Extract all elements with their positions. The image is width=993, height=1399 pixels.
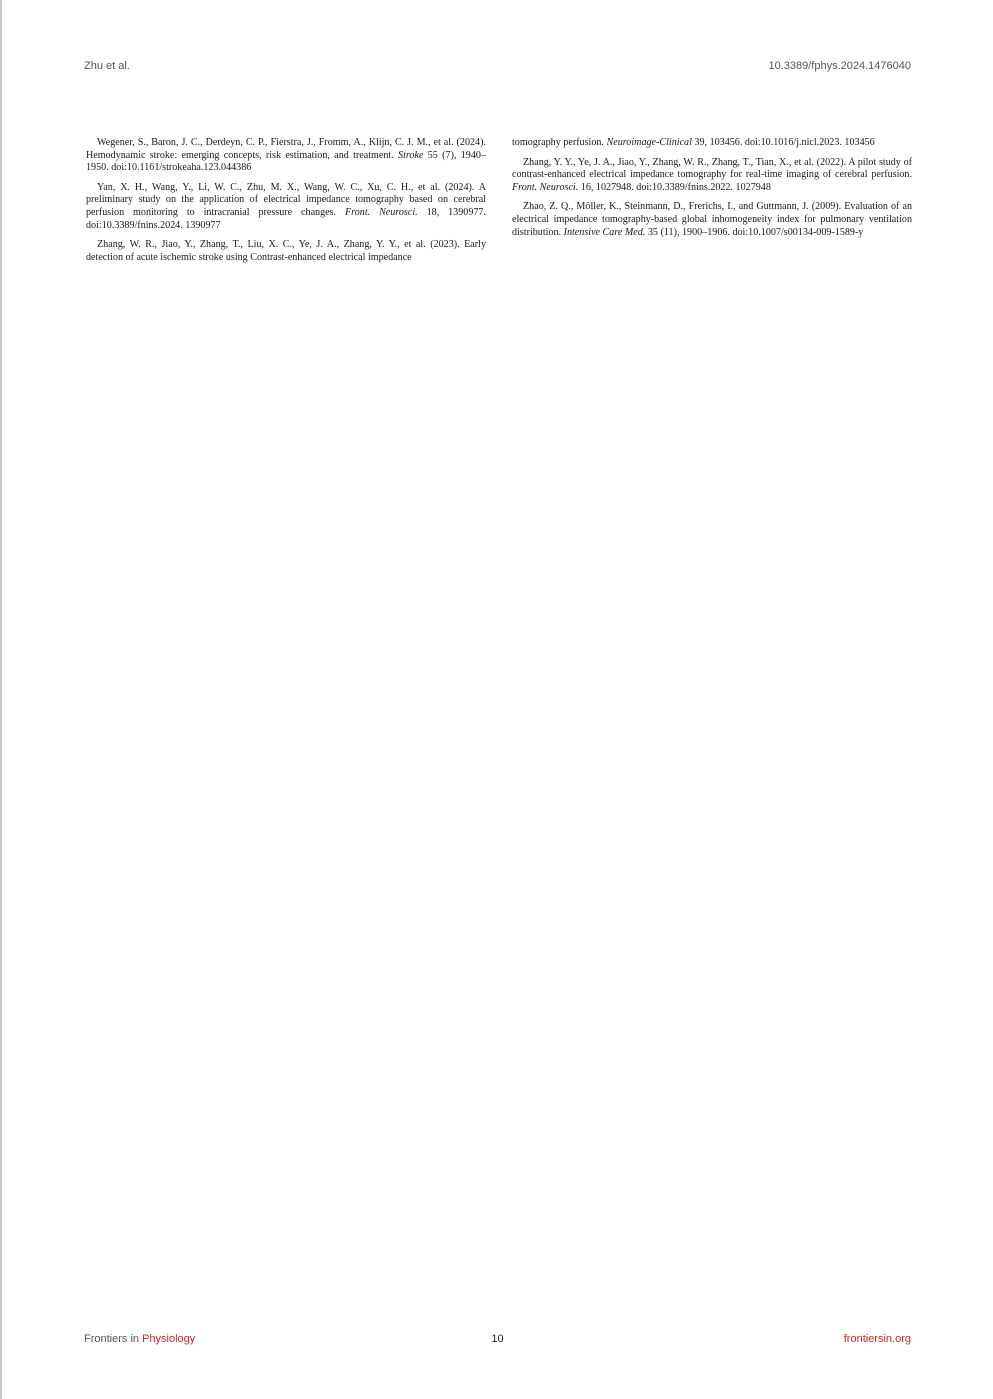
reference-details: 18, 1390977. doi:10.3389/fnins.2024. 1390977 <box>86 206 486 231</box>
page-number: 10 <box>491 1333 504 1345</box>
reference-item-continued <box>512 137 912 150</box>
reference-journal: Stroke <box>398 149 424 161</box>
reference-item <box>512 201 912 239</box>
running-header-authors: Zhu et al. <box>84 60 130 72</box>
references-right-column <box>512 137 912 271</box>
running-header-doi[interactable]: 10.3389/fphys.2024.1476040 <box>768 60 911 72</box>
reference-journal: Front. Neurosci. <box>512 181 579 193</box>
reference-text: tomography perfusion. <box>512 137 607 148</box>
reference-text: Zhao, Z. Q., Möller, K., Steinmann, D., Frerichs, I., and Guttmann, J. (2009). Evaluation of an electrical impedance tomography-based global inhomogeneity index for pulmonary ventilation distribution. <box>512 201 912 238</box>
reference-text: Zhang, Y. Y., Ye, J. A., Jiao, Y., Zhang, W. R., Zhang, T., Tian, X., et al. (2022). A pilot study of contrast-enhanced electrical impedance tomography for real-time imaging of cerebral perfusion. <box>512 156 912 181</box>
footer-journal-name[interactable]: Physiology <box>142 1333 196 1345</box>
reference-journal: Front. Neurosci. <box>345 206 418 218</box>
reference-text: Wegener, S., Baron, J. C., Derdeyn, C. P., Fierstra, J., Fromm, A., Klijn, C. J. M., et al. (2024). Hemodynamic stroke: emerging concepts, risk estimation, and treatment. <box>86 137 486 161</box>
reference-journal: Neuroimage-Clinical <box>606 137 692 148</box>
reference-item <box>512 157 912 195</box>
reference-details: 16, 1027948. doi:10.3389/fnins.2022. 1027948 <box>578 181 771 193</box>
reference-text: Yan, X. H., Wang, Y., Li, W. C., Zhu, M. X., Wang, W. C., Xu, C. H., et al. (2024). A preliminary study on the application of electrical impedance tomography based on cerebral perfusion monitoring to intracranial pressure changes. <box>86 181 486 218</box>
reference-item <box>86 239 486 264</box>
reference-details: 55 (7), 1940–1950. doi:10.1161/strokeaha.123.044386 <box>86 149 486 174</box>
references-left-column <box>86 137 486 271</box>
references-section <box>86 137 912 271</box>
reference-details: 39, 103456. doi:10.1016/j.nicl.2023. 103456 <box>691 137 875 148</box>
reference-details: 35 (11), 1900–1906. doi:10.1007/s00134-009-1589-y <box>645 226 864 238</box>
reference-text: Zhang, W. R., Jiao, Y., Zhang, T., Liu, X. C., Ye, J. A., Zhang, Y. Y., et al. (2023). Early detection of acute ischemic stroke using Contrast-enhanced electrical impedance <box>86 239 486 263</box>
reference-journal: Intensive Care Med. <box>563 226 646 238</box>
footer-site-link[interactable]: frontiersin.org <box>843 1333 911 1345</box>
footer-frontiers-in: Frontiers in <box>84 1333 143 1345</box>
reference-item <box>86 137 486 175</box>
reference-item <box>86 182 486 232</box>
